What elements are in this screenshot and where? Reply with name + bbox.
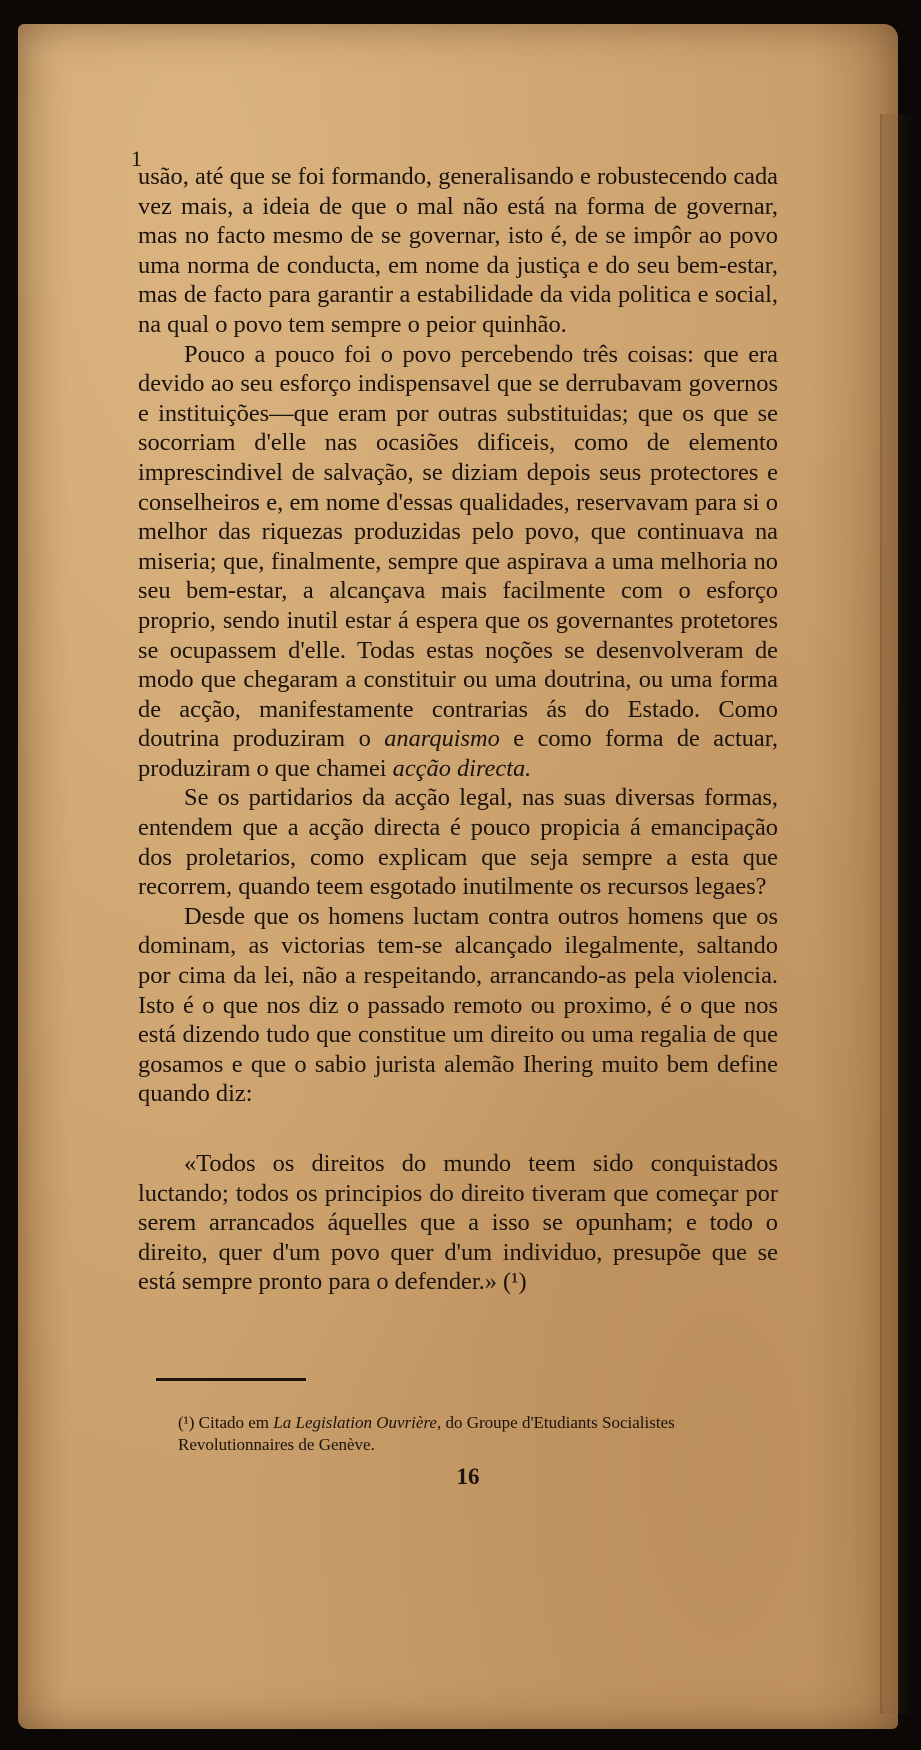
document-page xyxy=(18,24,898,1729)
paragraph-3: Se os partidarios da acção legal, nas suas diversas formas, entendem que a acção directa é pouco propicia á emancipação dos proletarios, como explicam que seja sempre a esta que recorrem, quando teem esgotado inutilmente os recursos legaes? xyxy=(138,784,778,901)
paragraph-2 xyxy=(138,340,778,784)
paragraph-2-mid: e como forma de actuar, produziram o que chamei xyxy=(138,725,778,782)
italic-accao-directa: acção directa. xyxy=(392,754,532,782)
footnote-italic: La Legislation Ouvrière xyxy=(273,1413,437,1432)
footnote xyxy=(178,1412,788,1456)
paragraph-2-text: Pouco a pouco foi o povo percebendo três coisas: que era devido ao seu esforço indispensavel que se derrubavam governos e instituições—que eram por outras substituidas; que os que se socorriam d'elle nas ocasiões dificeis, como de elemento imprescindivel de salvação, se diziam depois seus protectores e conselheiros e, em nome d'essas qualidades, reservavam para si o melhor das riquezas produzidas pelo povo, que continuava na miseria; que, finalmente, sempre que aspirava a uma melhoria no seu bem-estar, a alcançava mais facilmente com o esforço proprio, sendo inutil estar á espera que os governantes protetores se ocupassem d'elle. Todas estas noções se desenvolveram de modo que chegaram a constituir ou uma doutrina, ou uma forma de acção, manifestamente contrarias ás do Estado. Como doutrina produziram o xyxy=(138,340,778,753)
page-fold xyxy=(880,114,914,1714)
body-text xyxy=(131,146,778,1297)
quote-paragraph: «Todos os direitos do mundo teem sido conquistados luctando; todos os principios do direito tiveram que começar por serem arrancados áquelles que a isso se opunham; e todo o direito, quer d'um povo quer d'um individuo, presupõe que se está sempre pronto para o defender.» (¹) xyxy=(138,1150,778,1296)
paragraph-4: Desde que os homens luctam contra outros homens que os dominam, as victorias tem-se alcançado ilegalmente, saltando por cima da lei, não a respeitando, arrancando-as pela violencia. Isto é o que nos diz o passado remoto ou proximo, é o que nos está dizendo tudo que constitue um direito ou uma regalia de que gosamos e que o sabio jurista alemão Ihering muito bem define quando diz: xyxy=(138,902,778,1108)
italic-anarquismo: anarquismo xyxy=(384,725,500,753)
paragraph-1-text: usão, até que se foi formando, generalisando e robustecendo cada vez mais, a ideia de que o mal não está na forma de governar, mas no facto mesmo de se governar, isto é, de se impôr ao povo uma norma de conducta, em nome da justiça e do seu bem-estar, mas de facto para garantir a estabilidade da vida politica e social, na qual o povo tem sempre o peior quinhão. xyxy=(138,163,778,338)
footnote-rest: , do Groupe d'Etudiants Socialistes Revolutionnaires de Genève. xyxy=(178,1413,675,1454)
page-marker: 1 xyxy=(131,146,142,171)
paragraph-1 xyxy=(131,146,778,340)
footnote-text xyxy=(178,1412,788,1456)
footnote-rule xyxy=(156,1378,306,1381)
page-number: 16 xyxy=(456,1464,480,1489)
footnote-marker: (¹) Citado em xyxy=(178,1413,274,1432)
